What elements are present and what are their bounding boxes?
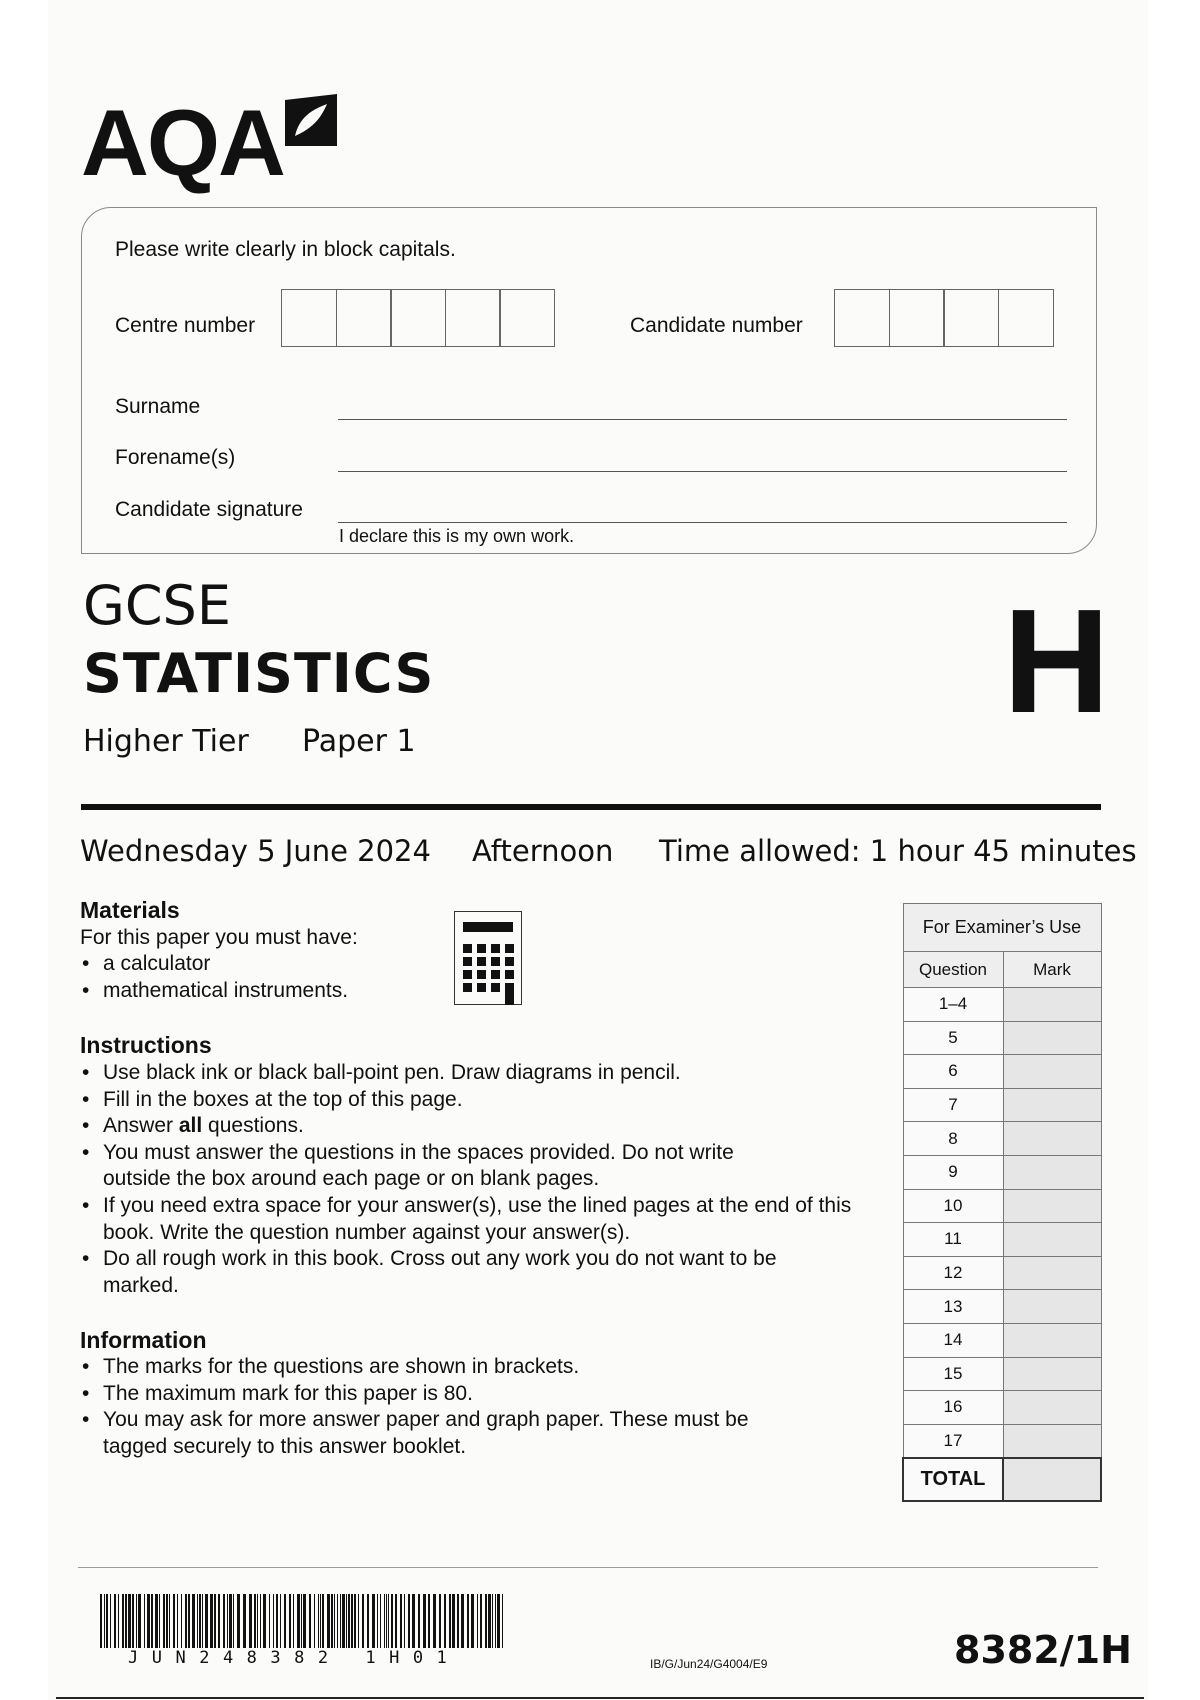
centre-number-digit[interactable] xyxy=(390,289,446,347)
surname-label: Surname xyxy=(115,395,201,418)
candidate-number-digit[interactable] xyxy=(889,289,945,347)
table-row xyxy=(903,1290,1101,1324)
block-capitals-instruction: Please write clearly in block capitals. xyxy=(115,238,456,261)
aqa-logo: AQA xyxy=(81,90,284,195)
table-row xyxy=(903,1357,1101,1391)
question-number: 6 xyxy=(903,1055,1003,1089)
question-number: 11 xyxy=(903,1223,1003,1257)
information-list xyxy=(80,1354,800,1460)
table-row xyxy=(903,1223,1101,1257)
total-label: TOTAL xyxy=(903,1458,1003,1501)
mark-cell[interactable] xyxy=(1003,1155,1101,1189)
bottom-edge-rule xyxy=(56,1697,1144,1699)
table-row xyxy=(903,1323,1101,1357)
materials-intro: For this paper you must have: xyxy=(80,926,358,949)
question-number: 5 xyxy=(903,1021,1003,1055)
instructions-list xyxy=(80,1060,870,1299)
table-row xyxy=(903,988,1101,1022)
question-number: 17 xyxy=(903,1424,1003,1458)
candidate-number-digit[interactable] xyxy=(834,289,890,347)
table-row xyxy=(903,1189,1101,1223)
surname-line[interactable] xyxy=(338,419,1067,420)
list-item: • Use black ink or black ball-point pen. Draw diagrams in pencil. xyxy=(80,1060,870,1087)
total-mark-cell[interactable] xyxy=(1003,1458,1101,1501)
signature-line[interactable] xyxy=(338,522,1067,523)
mark-cell[interactable] xyxy=(1003,1223,1101,1257)
mark-cell[interactable] xyxy=(1003,1055,1101,1089)
question-number: 1–4 xyxy=(903,988,1003,1022)
instructions-heading: Instructions xyxy=(80,1032,212,1058)
list-item: • a calculator xyxy=(80,951,480,978)
centre-number-digit[interactable] xyxy=(499,289,555,347)
exam-date: Wednesday 5 June 2024 xyxy=(80,834,431,868)
list-item: • Fill in the boxes at the top of this page. xyxy=(80,1087,870,1114)
question-number: 7 xyxy=(903,1088,1003,1122)
forenames-label: Forename(s) xyxy=(115,446,236,469)
table-row xyxy=(903,1256,1101,1290)
mark-cell[interactable] xyxy=(1003,1391,1101,1425)
list-item: • The maximum mark for this paper is 80. xyxy=(80,1381,800,1408)
candidate-number-digit[interactable] xyxy=(998,289,1054,347)
mark-cell[interactable] xyxy=(1003,1357,1101,1391)
question-number: 9 xyxy=(903,1155,1003,1189)
subject-title: STATISTICS xyxy=(83,642,435,705)
candidate-number-label: Candidate number xyxy=(630,314,803,337)
time-allowed: Time allowed: 1 hour 45 minutes xyxy=(659,834,1137,868)
question-number: 13 xyxy=(903,1290,1003,1324)
paper-code: 8382/1H xyxy=(954,1628,1132,1672)
list-item: • Do all rough work in this book. Cross out any work you do not want to be marked. xyxy=(80,1246,803,1299)
centre-number-label: Centre number xyxy=(115,314,256,337)
calculator-icon xyxy=(454,911,522,1005)
reference-code: IB/G/Jun24/G4004/E9 xyxy=(650,1657,768,1671)
examiners-use-table xyxy=(902,903,1102,1502)
paper-label: Paper 1 xyxy=(302,724,416,759)
candidate-number-boxes[interactable] xyxy=(834,289,1052,347)
mark-column-header: Mark xyxy=(1003,952,1101,988)
centre-number-digit[interactable] xyxy=(336,289,392,347)
candidate-details-box xyxy=(81,207,1097,554)
footer-divider xyxy=(78,1567,1098,1568)
table-row xyxy=(903,1391,1101,1425)
list-item: • You may ask for more answer paper and graph paper. These must be tagged securely to this answer booklet. xyxy=(80,1407,800,1460)
table-row xyxy=(903,1088,1101,1122)
mark-cell[interactable] xyxy=(1003,1088,1101,1122)
list-item: • mathematical instruments. xyxy=(80,978,480,1005)
mark-cell[interactable] xyxy=(1003,1021,1101,1055)
materials-list xyxy=(80,951,480,1004)
declaration-text: I declare this is my own work. xyxy=(339,526,575,546)
tier-letter: H xyxy=(1003,579,1110,744)
total-row xyxy=(903,1458,1101,1501)
table-row xyxy=(903,1155,1101,1189)
table-row xyxy=(903,1122,1101,1156)
list-item: • You must answer the questions in the spaces provided. Do not write outside the box around each page or on blank pages. xyxy=(80,1140,803,1193)
barcode xyxy=(100,1594,508,1648)
exam-session: Afternoon xyxy=(472,834,614,868)
signature-label: Candidate signature xyxy=(115,498,303,521)
forenames-line[interactable] xyxy=(338,471,1067,472)
mark-cell[interactable] xyxy=(1003,1290,1101,1324)
candidate-number-digit[interactable] xyxy=(943,289,999,347)
tier-label: Higher Tier xyxy=(83,724,249,759)
centre-number-digit[interactable] xyxy=(281,289,337,347)
mark-cell[interactable] xyxy=(1003,1189,1101,1223)
qualification-title: GCSE xyxy=(83,574,231,637)
question-column-header: Question xyxy=(903,952,1003,988)
list-item: • The marks for the questions are shown in brackets. xyxy=(80,1354,800,1381)
list-item: • If you need extra space for your answer(s), use the lined pages at the end of this book. Write the question number against your answer(s). xyxy=(80,1193,870,1246)
table-row xyxy=(903,1055,1101,1089)
mark-cell[interactable] xyxy=(1003,1256,1101,1290)
question-number: 12 xyxy=(903,1256,1003,1290)
examiners-use-heading: For Examiner’s Use xyxy=(903,904,1101,952)
question-number: 15 xyxy=(903,1357,1003,1391)
question-number: 14 xyxy=(903,1323,1003,1357)
title-divider xyxy=(81,804,1101,810)
aqa-leaf-icon xyxy=(283,92,339,148)
mark-cell[interactable] xyxy=(1003,1122,1101,1156)
information-heading: Information xyxy=(80,1327,207,1353)
mark-cell[interactable] xyxy=(1003,1323,1101,1357)
list-item: • Answer all questions. xyxy=(80,1113,870,1140)
table-row xyxy=(903,1424,1101,1458)
table-row xyxy=(903,1021,1101,1055)
materials-heading: Materials xyxy=(80,897,180,923)
question-number: 8 xyxy=(903,1122,1003,1156)
centre-number-boxes[interactable] xyxy=(281,289,554,347)
question-number: 16 xyxy=(903,1391,1003,1425)
centre-number-digit[interactable] xyxy=(445,289,501,347)
mark-cell[interactable] xyxy=(1003,1424,1101,1458)
mark-cell[interactable] xyxy=(1003,988,1101,1022)
barcode-text: JUN248382 1H01 xyxy=(128,1648,461,1668)
question-number: 10 xyxy=(903,1189,1003,1223)
